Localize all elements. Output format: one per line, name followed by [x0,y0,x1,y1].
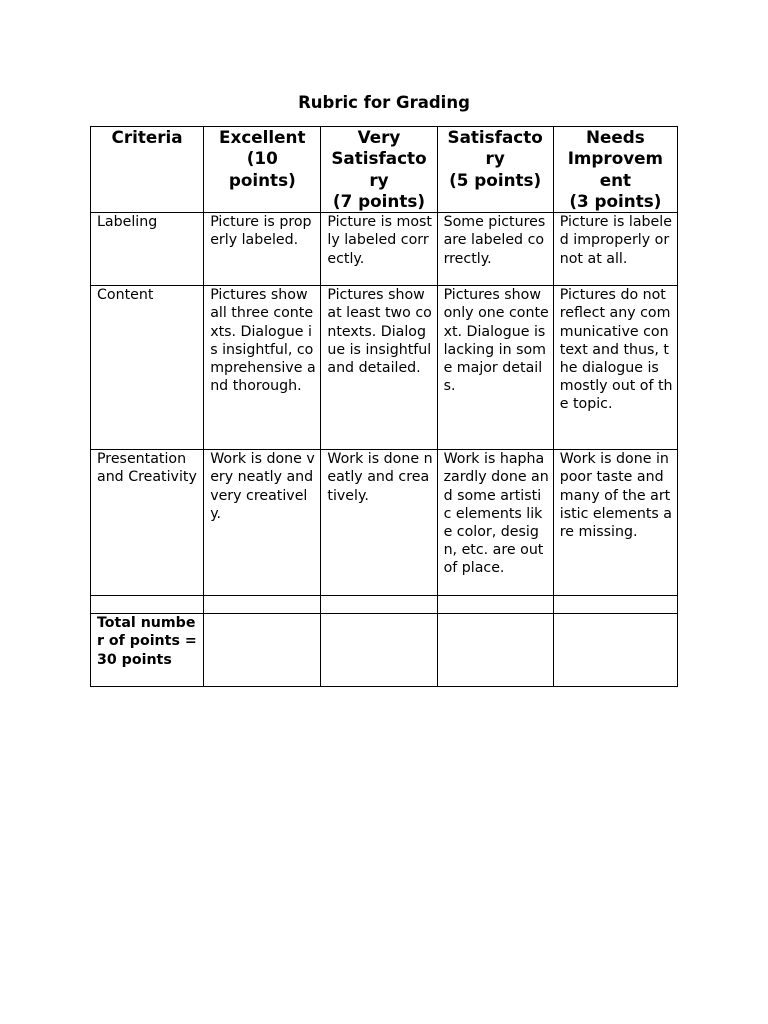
total-points-label: Total number of points = 30 points [91,614,204,687]
page-title: Rubric for Grading [298,93,470,112]
empty-cell [321,614,437,687]
empty-cell [91,596,204,614]
empty-cell [204,614,321,687]
table-row [91,213,678,286]
criteria-presentation: Presentation and Creativity [91,450,204,596]
header-criteria: Criteria [91,127,204,213]
table-row [91,450,678,596]
cell-content-needs-improvement: Pictures do not reflect any communicative context and thus, the dialogue is mostly out of the topic. [553,286,677,450]
cell-labeling-excellent: Picture is properly labeled. [204,213,321,286]
empty-cell [553,596,677,614]
header-very-satisfactory: Very Satisfacto ry (7 points) [321,127,437,213]
cell-labeling-satisfactory: Some pictures are labeled correctly. [437,213,553,286]
empty-cell [204,596,321,614]
header-excellent: Excellent (10 points) [204,127,321,213]
cell-presentation-needs-improvement: Work is done in poor taste and many of the artistic elements are missing. [553,450,677,596]
header-satisfactory: Satisfacto ry (5 points) [437,127,553,213]
table-row [91,286,678,450]
cell-presentation-satisfactory: Work is haphazardly done and some artistic elements like color, design, etc. are out of place. [437,450,553,596]
empty-cell [553,614,677,687]
empty-cell [437,596,553,614]
empty-cell [437,614,553,687]
empty-cell [321,596,437,614]
cell-labeling-very-satisfactory: Picture is mostly labeled correctly. [321,213,437,286]
criteria-labeling: Labeling [91,213,204,286]
cell-content-excellent: Pictures show all three contexts. Dialogue is insightful, comprehensive and thorough. [204,286,321,450]
total-row [91,614,678,687]
cell-content-very-satisfactory: Pictures show at least two contexts. Dialogue is insightful and detailed. [321,286,437,450]
cell-presentation-excellent: Work is done very neatly and very creatively. [204,450,321,596]
rubric-table [90,126,678,687]
empty-row [91,596,678,614]
table-header-row [91,127,678,213]
cell-presentation-very-satisfactory: Work is done neatly and creatively. [321,450,437,596]
cell-content-satisfactory: Pictures show only one context. Dialogue is lacking in some major details. [437,286,553,450]
criteria-content: Content [91,286,204,450]
header-needs-improvement: Needs Improvem ent (3 points) [553,127,677,213]
cell-labeling-needs-improvement: Picture is labeled improperly or not at all. [553,213,677,286]
